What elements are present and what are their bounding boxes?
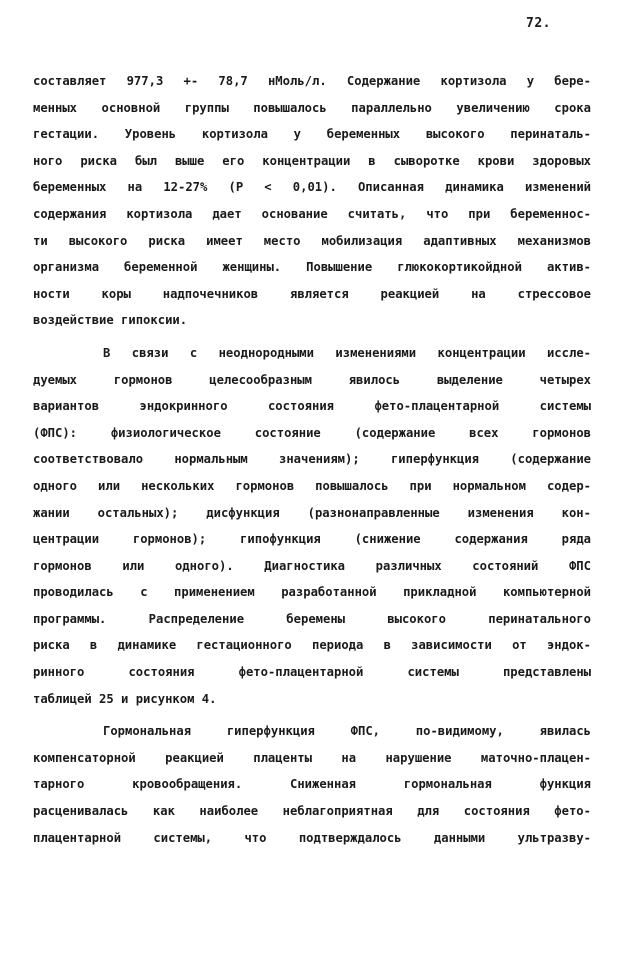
paragraph <box>33 340 591 712</box>
text-line: проводилась с применением разработанной прикладной компьютерной <box>33 585 591 600</box>
text-line: одного или нескольких гормонов повышалось при нормальном содер- <box>33 478 591 493</box>
text-line: гестации. Уровень кортизола у беременных высокого перинаталь- <box>33 127 591 142</box>
text-line: вариантов эндокринного состояния фето-плацентарной системы <box>33 399 591 414</box>
text-line: ти высокого риска имеет место мобилизация адаптивных механизмов <box>33 233 591 248</box>
text-line: соответствовало нормальным значениям); гиперфункция (содержание <box>33 452 591 467</box>
body-text <box>33 68 591 851</box>
paragraph <box>33 68 591 334</box>
text-line: дуемых гормонов целесообразным явилось выделение четырех <box>33 372 591 387</box>
text-line: таблицей 25 и рисунком 4. <box>33 691 217 706</box>
page-number: 72. <box>526 16 551 31</box>
text-line: ринного состояния фето-плацентарной системы представлены <box>33 665 591 680</box>
text-line: тарного кровообращения. Сниженная гормональная функция <box>33 777 591 792</box>
text-line: компенсаторной реакцией плаценты на нарушение маточно-плацен- <box>33 750 591 765</box>
text-line: ности коры надпочечников является реакцией на стрессовое <box>33 286 591 301</box>
text-line: программы. Распределение беремены высокого перинатального <box>33 611 591 626</box>
text-line: (ФПС): физиологическое состояние (содержание всех гормонов <box>33 425 591 440</box>
text-line: воздействие гипоксии. <box>33 313 188 328</box>
text-line: Гормональная гиперфункция ФПС, по-видимому, явилась <box>103 724 591 739</box>
paragraph <box>33 718 591 851</box>
text-line: расценивалась как наиболее неблагоприятная для состояния фето- <box>33 804 591 819</box>
text-line: ного риска был выше его концентрации в сыворотке крови здоровых <box>33 153 591 168</box>
text-line: В связи с неоднородными изменениями концентрации иссле- <box>103 345 591 360</box>
text-line: жании остальных); дисфункция (разнонаправленные изменения кон- <box>33 505 591 520</box>
text-line: составляет 977,3 +- 78,7 нМоль/л. Содержание кортизола у бере- <box>33 74 591 88</box>
text-line: плацентарной системы, что подтверждалось данными ультразву- <box>33 830 591 845</box>
text-line: центрации гормонов); гипофункция (снижение содержания ряда <box>33 532 591 547</box>
text-line: организма беременной женщины. Повышение глюкокортикойдной актив- <box>33 260 591 275</box>
text-line: беременных на 12-27% (P < 0,01). Описанная динамика изменений <box>33 180 591 195</box>
text-line: содержания кортизола дает основание считать, что при беременнос- <box>33 206 591 221</box>
text-line: менных основной группы повышалось параллельно увеличению срока <box>33 100 591 115</box>
text-line: риска в динамике гестационного периода в зависимости от эндок- <box>33 638 591 653</box>
text-line: гормонов или одного). Диагностика различных состояний ФПС <box>33 558 591 573</box>
